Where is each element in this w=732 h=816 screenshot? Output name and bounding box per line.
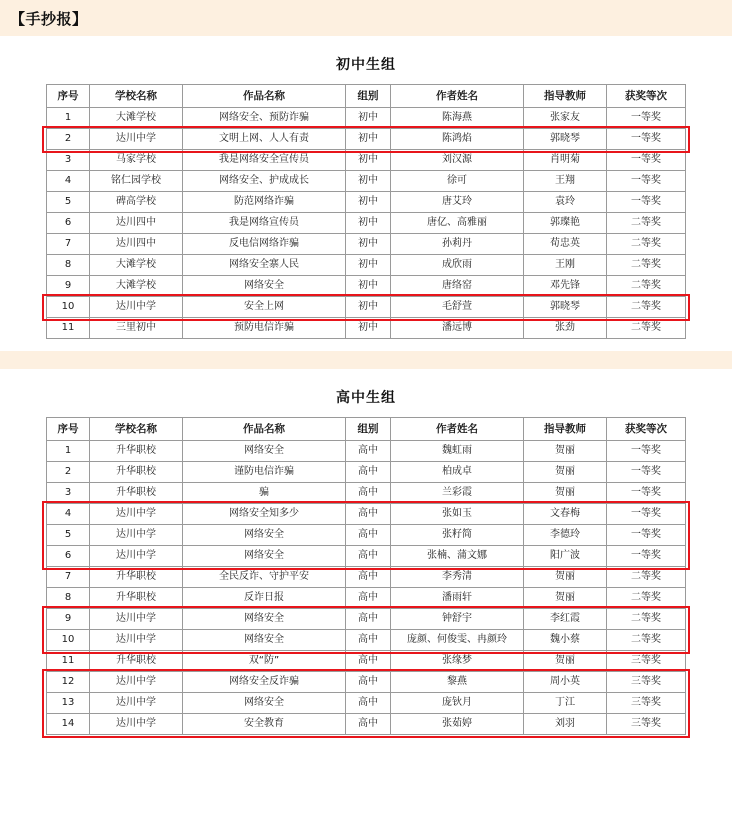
cell-award: 一等奖 (607, 462, 686, 483)
cell-award: 二等奖 (607, 318, 686, 339)
cell-award: 一等奖 (607, 483, 686, 504)
cell-group: 初中 (346, 171, 391, 192)
column-header-teacher: 指导教师 (524, 85, 607, 108)
table-row (47, 672, 686, 693)
table-row (47, 276, 686, 297)
cell-school: 达川中学 (90, 297, 183, 318)
cell-author: 陈海燕 (391, 108, 524, 129)
cell-school: 达川中学 (90, 630, 183, 651)
cell-work: 网络安全、预防诈骗 (183, 108, 346, 129)
cell-author: 刘汉源 (391, 150, 524, 171)
cell-author: 唐艾玲 (391, 192, 524, 213)
column-header-author: 作者姓名 (391, 418, 524, 441)
column-header-school: 学校名称 (90, 418, 183, 441)
cell-index: 5 (47, 525, 90, 546)
cell-work: 安全上网 (183, 297, 346, 318)
cell-index: 5 (47, 192, 90, 213)
table-row (47, 693, 686, 714)
column-header-index: 序号 (47, 418, 90, 441)
cell-index: 2 (47, 462, 90, 483)
cell-award: 一等奖 (607, 192, 686, 213)
cell-teacher: 邓先锋 (524, 276, 607, 297)
cell-group: 高中 (346, 567, 391, 588)
table-row (47, 525, 686, 546)
cell-group: 高中 (346, 714, 391, 735)
cell-index: 3 (47, 150, 90, 171)
cell-index: 6 (47, 546, 90, 567)
cell-award: 二等奖 (607, 609, 686, 630)
cell-group: 初中 (346, 213, 391, 234)
cell-teacher: 贺丽 (524, 483, 607, 504)
column-header-teacher: 指导教师 (524, 418, 607, 441)
cell-teacher: 周小英 (524, 672, 607, 693)
cell-author: 魏虹雨 (391, 441, 524, 462)
cell-award: 二等奖 (607, 255, 686, 276)
cell-teacher: 郭晓琴 (524, 129, 607, 150)
award-table-senior (46, 417, 686, 735)
cell-teacher: 贺丽 (524, 588, 607, 609)
cell-author: 张缘梦 (391, 651, 524, 672)
cell-author: 孙莉丹 (391, 234, 524, 255)
cell-index: 4 (47, 504, 90, 525)
cell-author: 张楠、蒲文娜 (391, 546, 524, 567)
cell-index: 2 (47, 129, 90, 150)
cell-teacher: 李德玲 (524, 525, 607, 546)
cell-index: 11 (47, 318, 90, 339)
cell-work: 网络安全 (183, 693, 346, 714)
cell-teacher: 李红霞 (524, 609, 607, 630)
cell-teacher: 王刚 (524, 255, 607, 276)
table-row (47, 462, 686, 483)
cell-index: 13 (47, 693, 90, 714)
cell-author: 唐亿、高雅丽 (391, 213, 524, 234)
cell-author: 成欣雨 (391, 255, 524, 276)
cell-work: 网络安全 (183, 630, 346, 651)
cell-award: 三等奖 (607, 672, 686, 693)
cell-teacher: 丁江 (524, 693, 607, 714)
cell-teacher: 荀忠英 (524, 234, 607, 255)
cell-award: 二等奖 (607, 588, 686, 609)
cell-author: 黎燕 (391, 672, 524, 693)
cell-index: 1 (47, 441, 90, 462)
column-header-group: 组别 (346, 418, 391, 441)
cell-author: 潘远博 (391, 318, 524, 339)
table-row (47, 318, 686, 339)
cell-group: 高中 (346, 609, 391, 630)
cell-school: 马家学校 (90, 150, 183, 171)
table-row (47, 171, 686, 192)
column-header-award: 获奖等次 (607, 85, 686, 108)
table-row (47, 297, 686, 318)
cell-teacher: 阳广波 (524, 546, 607, 567)
column-header-school: 学校名称 (90, 85, 183, 108)
cell-group: 高中 (346, 483, 391, 504)
cell-work: 网络安全 (183, 525, 346, 546)
cell-work: 全民反诈、守护平安 (183, 567, 346, 588)
table-row (47, 651, 686, 672)
cell-index: 4 (47, 171, 90, 192)
cell-index: 8 (47, 588, 90, 609)
cell-index: 9 (47, 276, 90, 297)
cell-author: 张如玉 (391, 504, 524, 525)
cell-group: 高中 (346, 588, 391, 609)
column-header-index: 序号 (47, 85, 90, 108)
cell-author: 唐络窑 (391, 276, 524, 297)
spacer-top (0, 339, 732, 351)
cell-school: 升华职校 (90, 483, 183, 504)
cell-work: 反诈日报 (183, 588, 346, 609)
cell-school: 碑高学校 (90, 192, 183, 213)
column-header-author: 作者姓名 (391, 85, 524, 108)
table-wrap-senior (0, 417, 732, 735)
cell-teacher: 郭璨艳 (524, 213, 607, 234)
cell-work: 网络安全知多少 (183, 504, 346, 525)
table-row (47, 234, 686, 255)
cell-teacher: 贺丽 (524, 567, 607, 588)
cell-work: 防范网络诈骗 (183, 192, 346, 213)
cell-school: 达川中学 (90, 672, 183, 693)
cell-award: 一等奖 (607, 108, 686, 129)
cell-teacher: 贺丽 (524, 651, 607, 672)
cell-author: 陈鸿焰 (391, 129, 524, 150)
cell-index: 3 (47, 483, 90, 504)
cell-school: 大滩学校 (90, 255, 183, 276)
table-row (47, 630, 686, 651)
cell-work: 我是网络宣传员 (183, 213, 346, 234)
cell-group: 高中 (346, 462, 391, 483)
cell-index: 12 (47, 672, 90, 693)
cell-teacher: 刘羽 (524, 714, 607, 735)
cell-group: 高中 (346, 651, 391, 672)
cell-teacher: 文春梅 (524, 504, 607, 525)
table-row (47, 108, 686, 129)
section-title-junior: 初中生组 (336, 57, 396, 73)
cell-work: 网络安全、护成成长 (183, 171, 346, 192)
cell-group: 初中 (346, 276, 391, 297)
cell-work: 网络安全 (183, 276, 346, 297)
cell-school: 达川中学 (90, 504, 183, 525)
award-table-junior (46, 84, 686, 339)
cell-school: 达川四中 (90, 234, 183, 255)
cell-work: 网络安全 (183, 609, 346, 630)
section-divider (0, 351, 732, 369)
cell-school: 达川中学 (90, 609, 183, 630)
cell-group: 初中 (346, 129, 391, 150)
cell-index: 9 (47, 609, 90, 630)
table-row (47, 546, 686, 567)
column-header-work: 作品名称 (183, 85, 346, 108)
cell-index: 7 (47, 567, 90, 588)
table-row (47, 588, 686, 609)
cell-award: 二等奖 (607, 276, 686, 297)
cell-group: 初中 (346, 318, 391, 339)
cell-school: 升华职校 (90, 567, 183, 588)
cell-award: 一等奖 (607, 129, 686, 150)
column-header-group: 组别 (346, 85, 391, 108)
cell-author: 钟舒宇 (391, 609, 524, 630)
cell-school: 达川中学 (90, 525, 183, 546)
cell-school: 升华职校 (90, 588, 183, 609)
section-junior-high (0, 36, 732, 339)
table-row (47, 483, 686, 504)
section-title-senior: 高中生组 (336, 390, 396, 406)
cell-school: 达川中学 (90, 129, 183, 150)
cell-teacher: 肖明菊 (524, 150, 607, 171)
cell-teacher: 郭晓琴 (524, 297, 607, 318)
table-header-row (47, 85, 686, 108)
table-body-senior (47, 441, 686, 735)
cell-award: 一等奖 (607, 441, 686, 462)
cell-school: 达川中学 (90, 714, 183, 735)
cell-award: 二等奖 (607, 234, 686, 255)
cell-award: 一等奖 (607, 504, 686, 525)
cell-group: 初中 (346, 255, 391, 276)
cell-author: 柏成卓 (391, 462, 524, 483)
cell-work: 安全教育 (183, 714, 346, 735)
cell-index: 7 (47, 234, 90, 255)
cell-school: 铭仁园学校 (90, 171, 183, 192)
cell-author: 张茹婷 (391, 714, 524, 735)
cell-award: 二等奖 (607, 297, 686, 318)
cell-work: 骗 (183, 483, 346, 504)
cell-school: 升华职校 (90, 441, 183, 462)
cell-index: 6 (47, 213, 90, 234)
cell-award: 一等奖 (607, 546, 686, 567)
cell-work: 网络安全 (183, 441, 346, 462)
column-header-award: 获奖等次 (607, 418, 686, 441)
cell-group: 高中 (346, 630, 391, 651)
table-row (47, 192, 686, 213)
cell-award: 三等奖 (607, 693, 686, 714)
cell-school: 达川中学 (90, 546, 183, 567)
table-body-junior (47, 108, 686, 339)
cell-award: 二等奖 (607, 630, 686, 651)
cell-work: 网络安全 (183, 546, 346, 567)
cell-group: 高中 (346, 504, 391, 525)
cell-group: 高中 (346, 672, 391, 693)
cell-work: 我是网络安全宣传员 (183, 150, 346, 171)
cell-author: 张籽简 (391, 525, 524, 546)
cell-award: 二等奖 (607, 567, 686, 588)
table-wrap-junior (0, 84, 732, 339)
cell-award: 三等奖 (607, 651, 686, 672)
cell-group: 高中 (346, 525, 391, 546)
cell-author: 徐可 (391, 171, 524, 192)
cell-teacher: 张家友 (524, 108, 607, 129)
table-row (47, 714, 686, 735)
cell-school: 大滩学校 (90, 276, 183, 297)
cell-group: 高中 (346, 546, 391, 567)
table-row (47, 441, 686, 462)
cell-group: 初中 (346, 234, 391, 255)
cell-award: 一等奖 (607, 525, 686, 546)
cell-school: 大滩学校 (90, 108, 183, 129)
cell-author: 庞颜、何俊雯、冉颜玲 (391, 630, 524, 651)
cell-teacher: 贺丽 (524, 441, 607, 462)
cell-teacher: 魏小蔡 (524, 630, 607, 651)
cell-work: 反电信网络诈骗 (183, 234, 346, 255)
cell-index: 10 (47, 297, 90, 318)
cell-index: 14 (47, 714, 90, 735)
cell-teacher: 贺丽 (524, 462, 607, 483)
table-row (47, 255, 686, 276)
cell-teacher: 王翔 (524, 171, 607, 192)
cell-index: 11 (47, 651, 90, 672)
cell-award: 一等奖 (607, 171, 686, 192)
cell-work: 网络安全寨人民 (183, 255, 346, 276)
cell-author: 兰彩霞 (391, 483, 524, 504)
cell-award: 三等奖 (607, 714, 686, 735)
table-header-row (47, 418, 686, 441)
cell-author: 庞钬月 (391, 693, 524, 714)
cell-work: 双“防” (183, 651, 346, 672)
cell-author: 毛舒萱 (391, 297, 524, 318)
banner-label: 【手抄报】 (10, 9, 88, 28)
table-row (47, 567, 686, 588)
page-banner (0, 0, 732, 36)
cell-school: 三里初中 (90, 318, 183, 339)
table-row (47, 129, 686, 150)
cell-work: 文明上网、人人有责 (183, 129, 346, 150)
cell-index: 8 (47, 255, 90, 276)
cell-teacher: 袁玲 (524, 192, 607, 213)
cell-work: 网络安全反诈骗 (183, 672, 346, 693)
cell-teacher: 张劲 (524, 318, 607, 339)
cell-school: 升华职校 (90, 462, 183, 483)
cell-group: 初中 (346, 108, 391, 129)
cell-index: 10 (47, 630, 90, 651)
cell-award: 一等奖 (607, 150, 686, 171)
table-row (47, 609, 686, 630)
cell-group: 初中 (346, 297, 391, 318)
cell-school: 达川四中 (90, 213, 183, 234)
cell-author: 潘雨轩 (391, 588, 524, 609)
cell-group: 高中 (346, 693, 391, 714)
table-row (47, 213, 686, 234)
column-header-work: 作品名称 (183, 418, 346, 441)
cell-award: 二等奖 (607, 213, 686, 234)
section-senior-high (0, 369, 732, 735)
table-row (47, 504, 686, 525)
cell-school: 升华职校 (90, 651, 183, 672)
cell-author: 李秀清 (391, 567, 524, 588)
cell-school: 达川中学 (90, 693, 183, 714)
cell-index: 1 (47, 108, 90, 129)
cell-group: 初中 (346, 192, 391, 213)
cell-group: 初中 (346, 150, 391, 171)
cell-work: 谨防电信诈骗 (183, 462, 346, 483)
cell-group: 高中 (346, 441, 391, 462)
table-row (47, 150, 686, 171)
cell-work: 预防电信诈骗 (183, 318, 346, 339)
